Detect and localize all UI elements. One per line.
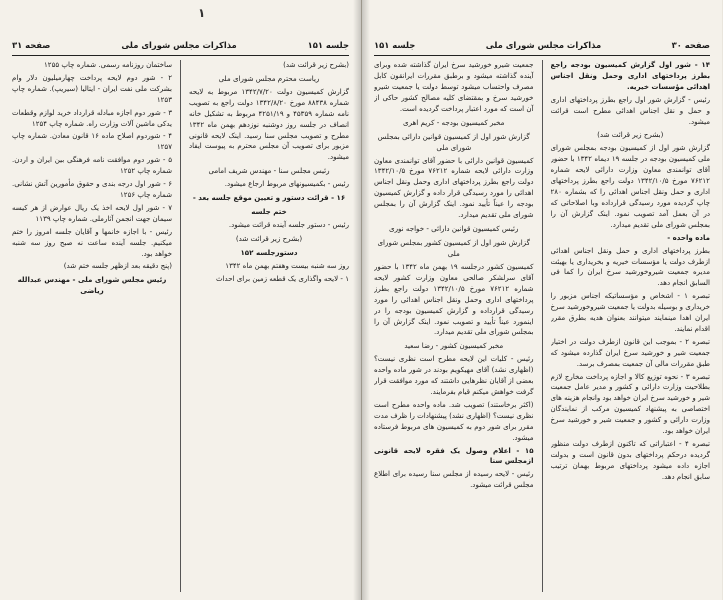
gutter-shadow: [353, 0, 361, 600]
column-left: [12, 60, 172, 592]
paragraph: تبصره ۱ - اشخاص و مؤسساتیکه اجناس مزبور را خریداری و بوسیله بدولت یا جمعیت شیروخورشید سرخ ایران اهدا مینمایند میتوانند بعنوان هدیه بطرق مقرر اقدام نمایند.: [550, 291, 710, 333]
column-divider: [180, 60, 181, 592]
header-session: جلسه ۱۵۱: [307, 40, 349, 50]
paragraph: ۴ - شوردوم اصلاح ماده ۱۶ قانون معادن. شماره چاپ ۱۲۵۷: [12, 131, 172, 152]
paragraph: تبصره ۳ - نحوه توزیع کالا و اجازه پرداخت مخارج لازم بطلاحیت وزارت دارائی و کشور و مدیر عامل جمعیت شیر و خورشید سرخ ایران خواهد بود وانجام هزینه های اختصاصی به پیشنهاد کمیسیون مرکب از نمایندگان وزارت دارائی و کشور و جمعیت شیر و خورشید سرخ ایران خواهد بود.: [550, 371, 710, 436]
centered-line: مخبر کمیسیون کشور - رضا سعید: [404, 341, 504, 351]
header-title: مذاکرات مجلس شورای ملی: [485, 40, 602, 50]
bold-paragraph: ۱۵ - اعلام وصول یک فقره لایحه قانونی ازمجلس سنا: [374, 445, 534, 466]
paragraph: (پنج دقیقه بعد ازظهر جلسه ختم شد): [63, 261, 172, 271]
centered-line: گزارش شور اول از کمیسیون کشور بمجلس شورای ملی: [377, 237, 530, 258]
binding-mark: ۱: [198, 6, 206, 20]
paragraph: تبصره ۲ - بموجب این قانون ازطرف دولت در اختیار جمعیت شیر و خورشید سرخ ایران گذارده میشود که طبق مقررات مالی آن جمعیت بمصرف برسد.: [550, 336, 710, 368]
page-header-right: [374, 38, 710, 52]
paragraph: روز سه شنبه بیست وهفتم بهمن ماه ۱۳۴۲: [225, 261, 349, 271]
centered-line: رئیس مجلس سنا - مهندس شریف امامی: [208, 166, 330, 176]
header-page-number: صفحه ۳۱: [12, 40, 51, 50]
header-page-number: صفحه ۳۰: [671, 40, 710, 50]
section-heading: ۱۶ - قرائت دستور و تعیین موقع جلسه بعد -: [192, 193, 346, 203]
centered-line: (بشرح زیر قرائت شد): [235, 234, 303, 244]
header-title: مذاکرات مجلس شورای ملی: [121, 40, 237, 50]
paragraph: گزارش کمیسیون دولت ۱۳۴۲/۷/۲۰ مربوط به لایحه شماره ۸۸۴۳۸ مورخ ۱۳۴۲/۸/۲۰ دولت راجع به تصویب نامه شماره ۴۵۳۵۹ و ۴۲۵۱/۱۹ مربوط به تشکیل خانه انصاف در جلسه روز دوشنبه نوزدهم بهمن ماه ۱۳۴۲ مطرح و تصویب مجلس سنا رسید. اینک لایحه قانونی مزبور برای تصویب آن مجلس محترم به پیوست ایفاد میشود.: [189, 86, 349, 162]
paragraph: رئیس - با اجازه خانمها و آقایان جلسه امروز را ختم میکنیم. جلسه آینده ساعت نه صبح روز سه شنبه خواهد بود.: [12, 226, 172, 258]
paragraph: رئیس - لایحه رسیده از مجلس سنا رسیده برای اطلاع مجلس قرائت میشود.: [374, 469, 534, 490]
text-columns: [12, 60, 349, 592]
paragraph: ۱ - لایحه واگذاری یک قطعه زمین برای احداث: [215, 273, 349, 283]
paragraph: ۶ - شور اول درجه بندی و حقوق مأمورین آتش نشانی. شماره چاپ ۱۲۵۶: [12, 179, 172, 199]
header-session: جلسه ۱۵۱: [374, 40, 416, 50]
header-rule: [374, 55, 710, 56]
header-rule: [12, 55, 349, 56]
paragraph: بطرز پرداختهای اداری و حمل ونقل اجناس اهدائی ازطرف دولت یا مؤسسات خیریه و بخریداری یا بهیئت مدیره جمعیت شیروخورشید سرخ ایران را کما فی السابق انجام دهد.: [550, 245, 710, 288]
paragraph: (اکثر برخاستند) تصویب شد. ماده واحده مطرح است نظری نیست؟ (اظهاری نشد) پیشنهادات را ظرف مدت مقرر برای شور دوم به کمیسیون های مربوط فرستاده میشود.: [374, 399, 534, 442]
centered-line: رئیس کمیسیون قوانین دارائی - خواجه نوری: [389, 223, 519, 233]
paragraph: رئیس - دستور جلسه آینده قرائت میشود.: [228, 220, 349, 230]
column-divider: [542, 60, 543, 592]
centered-line: گزارش شور اول از کمیسیون قوانین دارائی بمجلس شورای ملی: [377, 131, 530, 152]
paragraph: رئیس - کلیات این لایحه مطرح است نظری نیست؟ (اظهاری نشد) آقای مهیکویم بودند در شور ماده واحده بعضی از آقایان نظرهایی داشتند که مورد موافقت قرار گرفت خواهش میکنم قیام بفرمایند.: [374, 354, 534, 397]
column-right: [189, 60, 349, 592]
bold-paragraph: ۱۴ - شور اول گزارش کمیسیون بودجه راجع بطرز پرداختهای اداری وحمل ونقل اجناس اهدائی مؤسسات خیریه.: [550, 60, 710, 91]
left-page: [0, 0, 361, 600]
section-heading: دستورجلسه ۱۵۲: [240, 248, 298, 258]
paragraph: رئیس - بکمیسیونهای مربوط ارجاع میشود.: [224, 179, 349, 189]
section-heading: رئیس مجلس شورای ملی - مهندس عبدالله ریاضی: [17, 275, 167, 296]
right-page: [361, 0, 722, 600]
centered-line: ریاست محترم مجلس شورای ملی: [218, 73, 320, 83]
section-heading: ختم جلسه: [251, 207, 287, 217]
paragraph: رئیس - گزارش شور اول راجع بطرز پرداختهای اداری و حمل و نقل اجناس اهدائی مطرح است قرائت میشود.: [550, 94, 710, 126]
text-columns: [374, 60, 710, 592]
column-right: [551, 60, 711, 592]
paragraph: جمعیت شیرو خورشید سرخ ایران گذاشته شده وبرای آینده گذاشته میشود و برطبق مقررات ایرانقون کابل مصرف واحتساب میشود توسط دولت یا جمعیت شیرو خورشید سرخ و بمقتضای کلیه مصالح کشور حاکی از آن است که مورد اعتبار پرداخت گردیده است.: [374, 60, 534, 113]
centered-line: (بشرح زیر قرائت شد): [597, 130, 664, 140]
centered-line: مخبر کمیسیون بودجه - کریم اهری: [403, 117, 505, 127]
paragraph: گزارش شور اول از کمیسیون بودجه بمجلس شورای ملی کمیسیون بودجه در جلسه ۱۹ دیماه ۱۳۴۲ با حضور آقای توانمندی معاون وزارت دارائی لایحه شماره ۷۶۲۱۲ مورخ ۱۳۴۲/۱۰/۵ دولت راجع بطرز پرداختهای اداری و حمل ونقل اجناس اهدائی را که بشماره ۲۸۰ چاپ گردیده مورد رسیدگی قرارداده وبا اصلاحاتی که در آن بعمل آمد تصویب نمود. اینک گزارش آن را بمجلس شورای ملی تقدیم میدارد.: [550, 143, 710, 229]
paragraph: تبصره ۴ - اعتباراتی که تاکنون ازطرف دولت منظور گردیده درحکم پرداختهای بدون قانون است و بدولت اجازه داده میشود پرداختهای مربوط بهمان ترتیب سابق انجام دهد.: [550, 439, 710, 481]
paragraph: کمیسیون کشور درجلسه ۱۹ بهمن ماه ۱۳۴۲ با حضور آقای سرلشکر صالحی معاون وزارت کشور لایحه شماره ۷۶۲۱۲ مورخ ۱۳۴۲/۱۰/۵ دولت راجع بطرز پرداختهای اداری وحمل ونقل اجناس اهدائی را مورد رسیدگی قرارداده و گزارش کمیسیون بودجه را در اینمورد عیناً تأیید و تصویب نمود. اینک گزارش آن را بمجلس شورای ملی تقدیم میدارد.: [374, 261, 534, 337]
bold-paragraph: ماده واحده -: [667, 232, 710, 242]
gutter-shadow: [362, 0, 370, 600]
paragraph: (بشرح زیر قرائت شد): [283, 60, 349, 69]
paragraph: ساختمان روزنامه رسمی. شماره چاپ ۱۲۵۵: [44, 60, 172, 69]
paragraph: کمیسیون قوانین دارائی با حضور آقای توانمندی معاون وزارت دارائی لایحه شماره ۷۶۲۱۲ مورخ ۱۳۴۲/۱۰/۵ دولت راجع بطرز پرداختهای اداری وحمل ونقل اجناس اهدائی را مورد رسیدگی قرار داده و گزارش کمیسیون بودجه را عیناً تأیید نمود. اینک گزارش آن را بمجلس شورای ملی تقدیم میدارد.: [374, 155, 534, 220]
paragraph: ۵ - شور دوم موافقت نامه فرهنگی بین ایران و اردن. شماره چاپ ۱۲۵۲: [12, 155, 172, 176]
column-left: [374, 60, 534, 592]
paragraph: ۲ - شور دوم لایحه پرداخت چهارمیلیون دلار وام بشرکت ملی نفت ایران - ایتالیا (سیریپ). شماره چاپ ۱۲۵۳: [12, 72, 172, 104]
paragraph: ۳ - شور دوم اجازه مبادله قرارداد خرید لوازم وقطعات یدکی ماشین آلات وزارت راه. شماره چاپ ۱۲۵۴: [12, 107, 172, 128]
paragraph: ۷ - شور اول لایحه اخذ یک ریال عوارض از هر کیسه سیمان جهت انجمن آثارملی. شماره چاپ ۱۱۳۹: [12, 202, 172, 223]
page-header-left: [12, 38, 349, 52]
